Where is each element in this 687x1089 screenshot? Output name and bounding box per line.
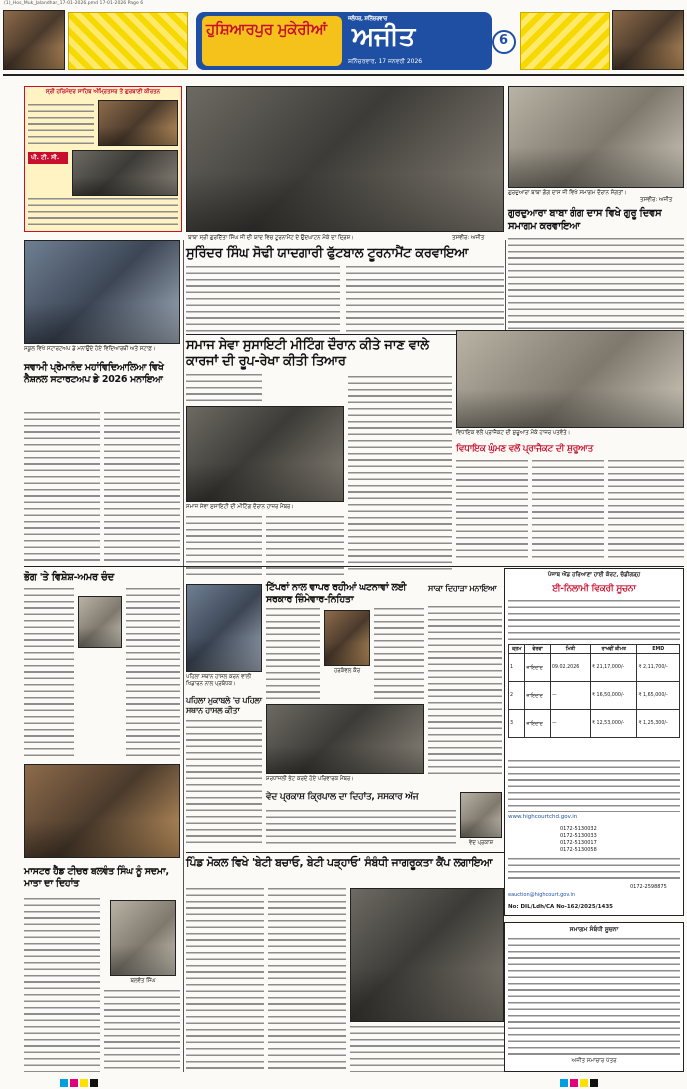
paper-label: ਅਜੀਤ bbox=[352, 22, 415, 52]
gurdwara-photo bbox=[508, 86, 684, 188]
notice-table-row bbox=[509, 654, 680, 682]
tournament-photo bbox=[186, 86, 504, 232]
tournament-caption-credit: ਤਸਵੀਰ: ਅਜੀਤ bbox=[452, 235, 485, 241]
masthead-date: ਸ਼ਨਿੱਚਰਵਾਰ, 17 ਜਨਵਰੀ 2026 bbox=[348, 58, 423, 65]
cmyk-swatch bbox=[570, 1079, 578, 1087]
notice-contact-1: 0172-5130032 bbox=[560, 826, 597, 832]
notice-cell: — bbox=[550, 682, 590, 710]
notice-table-header: EMD bbox=[637, 645, 680, 654]
project-article-2 bbox=[532, 460, 604, 560]
notice-footer-phone: 0172-2598875 bbox=[630, 884, 667, 890]
headline-gurdwara: ਗੁਰਦੁਆਰਾ ਬਾਬਾ ਗੰਗ ਦਾਸ ਵਿਖੇ ਗੁਰੂ ਦਿਵਸ ਸਮਾਗਮ ਕਰਵਾਇਆ bbox=[508, 208, 662, 232]
project-article-3 bbox=[608, 460, 684, 560]
notice-cell: 3 bbox=[509, 710, 525, 738]
notice-footer-email[interactable]: eauction@highcourt.gov.in bbox=[508, 892, 576, 898]
samaj-article-2 bbox=[266, 516, 344, 576]
bhog-portrait bbox=[78, 596, 122, 648]
masthead-photo-right bbox=[612, 10, 684, 70]
notice-terms bbox=[508, 760, 680, 812]
notice-ref: No: DIL/Ldh/CA No-162/2025/1435 bbox=[508, 904, 613, 910]
headline-saka: ਸਾਕਾ ਦਿਹਾੜਾ ਮਨਾਇਆ bbox=[428, 584, 497, 593]
saka-article bbox=[428, 606, 502, 776]
notice-contact-3: 0172-5130017 bbox=[560, 840, 597, 846]
obituary-portrait-credit: ਵੇਦ ਪ੍ਰਕਾਸ਼ bbox=[468, 840, 494, 846]
headline-samaj-seva: ਸਮਾਜ ਸੇਵਾ ਸੁਸਾਇਟੀ ਮੀਟਿੰਗ ਦੌਰਾਨ ਕੀਤੇ ਜਾਣ ਵਾਲੇ ਕਾਰਜਾਂ ਦੀ ਰੂਪ-ਰੇਖਾ ਕੀਤੀ ਤਿਆਰ bbox=[186, 338, 429, 369]
project-photo bbox=[456, 330, 684, 428]
cmyk-swatch bbox=[80, 1079, 88, 1087]
headline-obituary: ਵੇਦ ਪ੍ਰਕਾਸ਼ ਕ੍ਰਿਪਾਲ ਦਾ ਦਿਹਾਂਤ, ਸਸਕਾਰ ਅੱਜ bbox=[266, 792, 419, 802]
headline-startup: ਸਵਾਮੀ ਪ੍ਰੇਮਾਨੰਦ ਮਹਾਂਵਿਦਿਆਲਿਆ ਵਿਖੇ ਨੈਸ਼ਨਲ ਸਟਾਰਟਅਪ ਡੇ 2026 ਮਨਾਇਆ bbox=[24, 362, 164, 385]
fire-photo bbox=[24, 764, 180, 858]
tipper-article-2 bbox=[374, 608, 424, 700]
samaj-article-lead bbox=[186, 374, 262, 404]
samaj-article-3 bbox=[348, 376, 452, 572]
notice-contact-4: 0172-5130058 bbox=[560, 847, 597, 853]
award-photo bbox=[186, 584, 262, 672]
cmyk-swatch bbox=[560, 1079, 568, 1087]
headline-beti-bachao: ਪਿੰਡ ਮੋਕਲ ਵਿਖੇ 'ਬੇਟੀ ਬਚਾਓ, ਬੇਟੀ ਪੜ੍ਹਾਓ' ਸੰਬੰਧੀ ਜਾਗਰੂਕਤਾ ਕੈਂਪ ਲਗਾਇਆ bbox=[186, 856, 493, 869]
notice-cell: ਜਾਇਦਾਦ bbox=[525, 710, 551, 738]
classroom-photo bbox=[24, 240, 180, 344]
masthead-photo-left bbox=[3, 10, 65, 70]
section-rule bbox=[186, 852, 504, 853]
tribute-photo bbox=[266, 704, 424, 774]
meeting-caption: ਸਮਾਜ ਸੇਵਾ ਸੁਸਾਇਟੀ ਦੀ ਮੀਟਿੰਗ ਦੌਰਾਨ ਹਾਜ਼ਰ ਮੈਂਬਰ। bbox=[186, 504, 294, 510]
cmyk-swatch bbox=[90, 1079, 98, 1087]
balwant-article-1 bbox=[24, 898, 100, 1072]
notice-cell: ₹ 16,50,000/- bbox=[590, 682, 637, 710]
beti-article-3 bbox=[350, 1026, 504, 1072]
headline-bhog: ਭੋਗ 'ਤੇ ਵਿਸ਼ੇਸ਼-ਅਮਰ ਚੰਦ bbox=[24, 572, 114, 583]
samaj-article-1 bbox=[186, 516, 262, 576]
notice-cell: 1 bbox=[509, 654, 525, 682]
notice-cell: ₹ 21,17,000/- bbox=[590, 654, 637, 682]
headline-award: ਪਹਿਲਾ ਮੁਕਾਬਲੇ 'ਚ ਪਹਿਲਾ ਸਥਾਨ ਹਾਸਲ ਕੀਤਾ bbox=[186, 696, 262, 715]
tribute-caption: ਸ਼ਰਧਾਂਜਲੀ ਭੇਟ ਕਰਦੇ ਹੋਏ ਪਰਿਵਾਰਕ ਮੈਂਬਰ। bbox=[266, 776, 354, 782]
project-caption: ਵਿਧਾਇਕ ਵਲੋਂ ਪ੍ਰਾਜੈਕਟ ਦੀ ਸ਼ੁਰੂਆਤ ਮੌਕੇ ਹਾਜ਼ਰ ਪਤਵੰਤੇ। bbox=[456, 430, 571, 436]
balwant-article-2 bbox=[104, 990, 180, 1072]
notice-intro bbox=[508, 600, 680, 640]
notice-cell: ਜਾਇਦਾਦ bbox=[525, 654, 551, 682]
headline-project: ਵਿਧਾਇਕ ਘੁੰਮਣ ਵਲੋਂ ਪ੍ਰਾਜੈਕਟ ਦੀ ਸ਼ੁਰੂਆਤ bbox=[456, 444, 593, 454]
headline-football: ਸੁਰਿੰਦਰ ਸਿੰਘ ਸੋਢੀ ਯਾਦਗਾਰੀ ਫੁੱਟਬਾਲ ਟੂਰਨਾਮੈਂਟ ਕਰਵਾਇਆ bbox=[186, 246, 469, 261]
notice-table-header: ਕ੍ਰਮ bbox=[509, 645, 525, 654]
section-rule bbox=[24, 566, 684, 567]
notice-table-row bbox=[509, 710, 680, 738]
notice-table-row bbox=[509, 682, 680, 710]
notice-contact-2: 0172-5130033 bbox=[560, 833, 597, 839]
notice-cell: — bbox=[550, 710, 590, 738]
ad-box-photo bbox=[98, 100, 178, 146]
notice-table bbox=[508, 644, 680, 738]
page-number: 6 bbox=[499, 33, 508, 48]
notice-cell: ₹ 12,53,000/- bbox=[590, 710, 637, 738]
column-rule bbox=[183, 240, 184, 1072]
startup-article-1 bbox=[24, 412, 100, 562]
notice-cell: 2 bbox=[509, 682, 525, 710]
award-caption: ਪਹਿਲਾ ਸਥਾਨ ਹਾਸਲ ਕਰਨ ਵਾਲੀ ਖਿਡਾਰਨ ਨਾਲ ਪ੍ਰਬੰਧਕ। bbox=[186, 674, 252, 687]
small-ad-line-1: ਸਮਾਗਮ ਸੰਬੰਧੀ ਸੂਚਨਾ bbox=[569, 926, 619, 933]
notice-cell: ₹ 1,25,300/- bbox=[637, 710, 680, 738]
project-article-1 bbox=[456, 460, 528, 560]
meeting-photo bbox=[186, 406, 344, 502]
notice-header: ਪੰਜਾਬ ਐਂਡ ਹਰਿਆਣਾ ਹਾਈ ਕੋਰਟ, ਚੰਡੀਗੜ੍ਹ bbox=[547, 572, 641, 578]
headline-auction: ਈ-ਨਿਲਾਮੀ ਵਿਕਰੀ ਸੂਚਨਾ bbox=[552, 584, 636, 594]
section-rule bbox=[186, 334, 456, 335]
obituary-portrait bbox=[460, 792, 502, 838]
notice-table-header: ਵੇਰਵਾ bbox=[525, 645, 551, 654]
notice-website[interactable]: www.highcourtchd.gov.in bbox=[508, 814, 578, 820]
small-ad-text bbox=[508, 938, 680, 1056]
beti-photo bbox=[350, 888, 504, 1022]
masthead-rule bbox=[3, 74, 684, 76]
ad-box-text-2 bbox=[28, 198, 178, 228]
bhog-article-1 bbox=[24, 588, 74, 758]
file-strip: (1)_Hos_Muk_Jalandhar_17-01-2026.pmd 17-01-2026 Page 6 bbox=[4, 1, 144, 6]
notice-footer-text bbox=[508, 858, 680, 882]
gurdwara-caption: ਗੁਰਦੁਆਰਾ ਬਾਬਾ ਗੰਗ ਦਾਸ ਜੀ ਵਿਖੇ ਸਮਾਗਮ ਦੌਰਾਨ ਸੰਗਤਾਂ। bbox=[508, 190, 627, 196]
notice-cell: ₹ 2,11,700/- bbox=[637, 654, 680, 682]
cmyk-swatch bbox=[70, 1079, 78, 1087]
notice-table-header: ਮਿਤੀ bbox=[550, 645, 590, 654]
woman-portrait bbox=[324, 610, 370, 666]
football-article-2 bbox=[346, 266, 504, 336]
cmyk-swatch bbox=[590, 1079, 598, 1087]
bhog-article-2 bbox=[126, 588, 180, 758]
notice-cell: ਜਾਇਦਾਦ bbox=[525, 682, 551, 710]
tournament-caption: ਬਾਬਾ ਸ੍ਰੀ ਗੁਰਦਿੱਤਾ ਸਿੰਘ ਜੀ ਦੀ ਯਾਦ ਵਿਚ ਟੂਰਨਾਮੈਂਟ ਦੇ ਉਦਘਾਟਨ ਮੌਕੇ ਦਾ ਦ੍ਰਿਸ਼। bbox=[188, 235, 354, 241]
paper-sub: ਜਲੰਧਰ, ਸ਼ਨਿੱਚਰਵਾਰ bbox=[348, 16, 388, 22]
woman-portrait-credit: ਹਰਕੰਵਲ ਕੌਰ bbox=[333, 668, 361, 674]
ad-box-badge: ਪੀ. ਟੀ. ਸੀ. bbox=[31, 154, 60, 161]
ad-box-text bbox=[28, 104, 94, 148]
cmyk-swatch bbox=[580, 1079, 588, 1087]
startup-article-2 bbox=[104, 412, 180, 562]
edition-name: ਹੁਸ਼ਿਆਰਪੁਰ ਮੁਕੇਰੀਆਂ bbox=[206, 20, 327, 38]
balwant-portrait-credit: ਬਲਵੰਤ ਸਿੰਘ bbox=[130, 978, 156, 984]
notice-cell: ₹ 1,65,000/- bbox=[637, 682, 680, 710]
ad-box-photo-2 bbox=[72, 150, 178, 196]
beti-article-2 bbox=[268, 888, 346, 1072]
gurdwara-caption-credit: ਤਸਵੀਰ: ਅਜੀਤ bbox=[640, 197, 673, 203]
obituary-article bbox=[266, 810, 456, 846]
gurdwara-article bbox=[508, 238, 684, 330]
ad-box-title: ਸ੍ਰੀ ਹਰਿਮੰਦਰ ਸਾਹਿਬ ਅੰਮ੍ਰਿਤਸਰ ਤੋਂ ਗੁਰਬਾਣੀ ਕੀਰਤਨ bbox=[45, 89, 161, 95]
column-rule bbox=[505, 240, 506, 330]
balwant-portrait bbox=[110, 900, 176, 976]
masthead-decor-right bbox=[520, 12, 610, 70]
small-ad-line-2: ਅਜੀਤ ਸਮਾਚਾਰ ਪੱਤਰ bbox=[571, 1058, 617, 1064]
notice-cell: 09.02.2026 bbox=[550, 654, 590, 682]
football-article-1 bbox=[186, 266, 340, 336]
award-article bbox=[186, 720, 262, 846]
tipper-article-1 bbox=[266, 608, 320, 700]
masthead-decor-left bbox=[68, 12, 188, 70]
headline-balwant: ਮਾਸਟਰ ਹੈੱਡ ਟੀਚਰ ਬਲਵੰਤ ਸਿੰਘ ਨੂੰ ਸਦਮਾ, ਮਾਤਾ ਦਾ ਦਿਹਾਂਤ bbox=[24, 866, 169, 889]
headline-tipper: ਟਿੱਪਰਾਂ ਨਾਲ ਵਾਪਰ ਰਹੀਆਂ ਘਟਨਾਵਾਂ ਲਈ ਸਰਕਾਰ ਜ਼ਿੰਮੇਵਾਰ-ਨਿਹਿਤਾ bbox=[266, 582, 407, 605]
beti-article-1 bbox=[186, 888, 264, 1072]
notice-table-header: ਰਾਖਵੀਂ ਕੀਮਤ bbox=[590, 645, 637, 654]
classroom-caption: ਸਕੂਲ ਵਿਖੇ ਸਟਾਰਟਅਪ ਡੇ ਮਨਾਉਂਦੇ ਹੋਏ ਵਿਦਿਆਰਥੀ ਅਤੇ ਸਟਾਫ਼। bbox=[24, 346, 156, 352]
cmyk-swatch bbox=[60, 1079, 68, 1087]
